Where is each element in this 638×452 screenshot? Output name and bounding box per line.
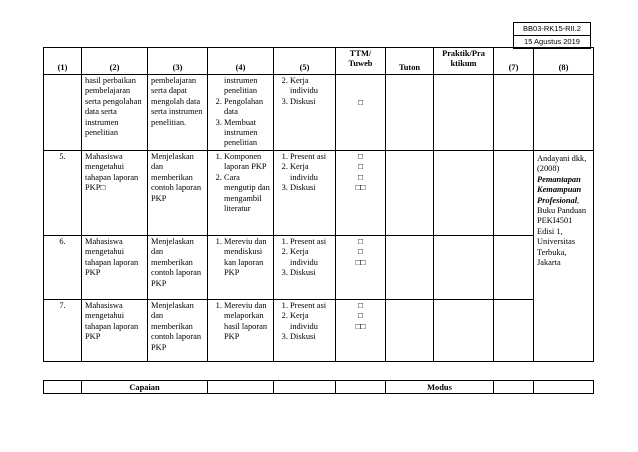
list-item: 1. Komponen laporan PKP: [224, 152, 270, 173]
praktik-cell: [434, 300, 494, 362]
row-number: 6.: [44, 236, 82, 300]
tuton-cell: [386, 236, 434, 300]
empty-cell: [208, 381, 274, 394]
list-item: 2. Kerja individu: [290, 76, 332, 97]
checkbox-glyph: □: [357, 152, 364, 161]
indicator: pembelajaran serta dapat mengolah data serta instrumen penelitian.: [148, 75, 208, 151]
col7-cell: [494, 236, 534, 300]
list-item: 2. Kerja individu: [290, 247, 332, 268]
material: [208, 75, 274, 151]
material: [208, 151, 274, 236]
header-cell: (1): [44, 48, 82, 75]
reference-text: Andayani dkk, (2008): [537, 154, 587, 174]
list-item: 3. Diskusi: [290, 268, 332, 278]
document-code: BB03-RK15-RII.2: [523, 24, 581, 33]
indicator: Menjelaskan dan memberikan contoh laporan PKP: [148, 236, 208, 300]
list-item: 2. Kerja individu: [290, 311, 332, 332]
capaian-label: Capaian: [82, 381, 208, 394]
ttm-cell: [336, 300, 386, 362]
reference-text-2: , Buku Panduan PEKI4501 Edisi 1, Universitas Terbuka, Jakarta: [537, 195, 587, 268]
checkbox-glyph: □: [357, 98, 364, 107]
checkbox-glyph: □□: [355, 321, 366, 331]
header-cell: Praktik/Pra ktikum: [434, 48, 494, 75]
method: [274, 75, 336, 151]
praktik-cell: [434, 236, 494, 300]
tuton-cell: [386, 300, 434, 362]
material-intro: instrumen penelitian: [224, 76, 258, 96]
assessment-row: [44, 381, 594, 394]
header-cell: Tuton: [386, 48, 434, 75]
learning-outcome: Mahasiswa mengetahui tahapan laporan PKP: [82, 300, 148, 362]
assessment-table: [43, 380, 594, 394]
learning-outcome: Mahasiswa mengetahui tahapan laporan PKP□: [82, 151, 148, 236]
table-row: [44, 151, 594, 236]
reference-title: Pemantapan Kemampuan Profesional: [537, 174, 582, 205]
material: [208, 300, 274, 362]
table-row: [44, 236, 594, 300]
header-cell: (8): [534, 48, 594, 75]
list-item: 1. Present asi: [290, 237, 332, 247]
table-header-row: [44, 48, 594, 75]
indicator: Menjelaskan dan memberikan contoh laporan PKP: [148, 300, 208, 362]
header-cell: (7): [494, 48, 534, 75]
list-item: 1. Mereviu dan mendiskusi kan laporan PKP: [224, 237, 270, 279]
checkbox-glyph: □: [357, 237, 364, 246]
checkbox-glyph: □: [357, 247, 364, 257]
list-item: 3. Diskusi: [290, 97, 332, 107]
checkbox-glyph: □: [357, 311, 364, 321]
list-item: 2. Kerja individu: [290, 162, 332, 183]
checkbox-glyph: □□: [355, 257, 366, 267]
ttm-cell: [336, 151, 386, 236]
row-number: [44, 75, 82, 151]
header-cell: (5): [274, 48, 336, 75]
checkbox-glyph: □: [357, 162, 364, 172]
list-item: 2. Pengolahan data: [224, 97, 270, 118]
row-number: 7.: [44, 300, 82, 362]
modus-label: Modus: [386, 381, 494, 394]
document-date: 15 Agustus 2019: [514, 35, 590, 48]
col7-cell: [494, 75, 534, 151]
list-item: 2. Cara mengutip dan mengambil literatur: [224, 173, 270, 215]
ttm-cell: [336, 236, 386, 300]
indicator: Menjelaskan dan memberikan contoh laporan PKP: [148, 151, 208, 236]
table-row: [44, 75, 594, 151]
lesson-plan-table: [43, 47, 594, 362]
list-item: 1. Present asi: [290, 301, 332, 311]
method: [274, 236, 336, 300]
table-row: [44, 300, 594, 362]
header-cell: (3): [148, 48, 208, 75]
empty-cell: [336, 381, 386, 394]
empty-cell: [274, 381, 336, 394]
col7-cell: [494, 151, 534, 236]
document-code-box: [513, 22, 591, 49]
learning-outcome: Mahasiswa mengetahui tahapan laporan PKP: [82, 236, 148, 300]
ttm-cell: [336, 75, 386, 151]
material: [208, 236, 274, 300]
list-item: 1. Present asi: [290, 152, 332, 162]
list-item: 3. Diskusi: [290, 183, 332, 193]
empty-cell: [534, 381, 594, 394]
tuton-cell: [386, 151, 434, 236]
method: [274, 151, 336, 236]
method: [274, 300, 336, 362]
tuton-cell: [386, 75, 434, 151]
checkbox-glyph: □: [357, 172, 364, 182]
row-number: 5.: [44, 151, 82, 236]
learning-outcome: hasil perbaikan pembelajaran serta pengolahan data serta instrumen penelitian: [82, 75, 148, 151]
header-cell: (4): [208, 48, 274, 75]
list-item: 3. Diskusi: [290, 332, 332, 342]
col7-cell: [494, 300, 534, 362]
reference-cell-top: [534, 75, 594, 151]
praktik-cell: [434, 75, 494, 151]
checkbox-glyph: □: [357, 301, 364, 310]
empty-cell: [494, 381, 534, 394]
list-item: 3. Membuat instrumen penelitian: [224, 118, 270, 149]
header-cell: TTM/ Tuweb: [336, 48, 386, 75]
list-item: 1. Mereviu dan melaporkan hasil laporan PKP: [224, 301, 270, 343]
reference-cell: [534, 151, 594, 362]
praktik-cell: [434, 151, 494, 236]
empty-cell: [44, 381, 82, 394]
checkbox-glyph: □□: [355, 183, 366, 193]
header-cell: (2): [82, 48, 148, 75]
